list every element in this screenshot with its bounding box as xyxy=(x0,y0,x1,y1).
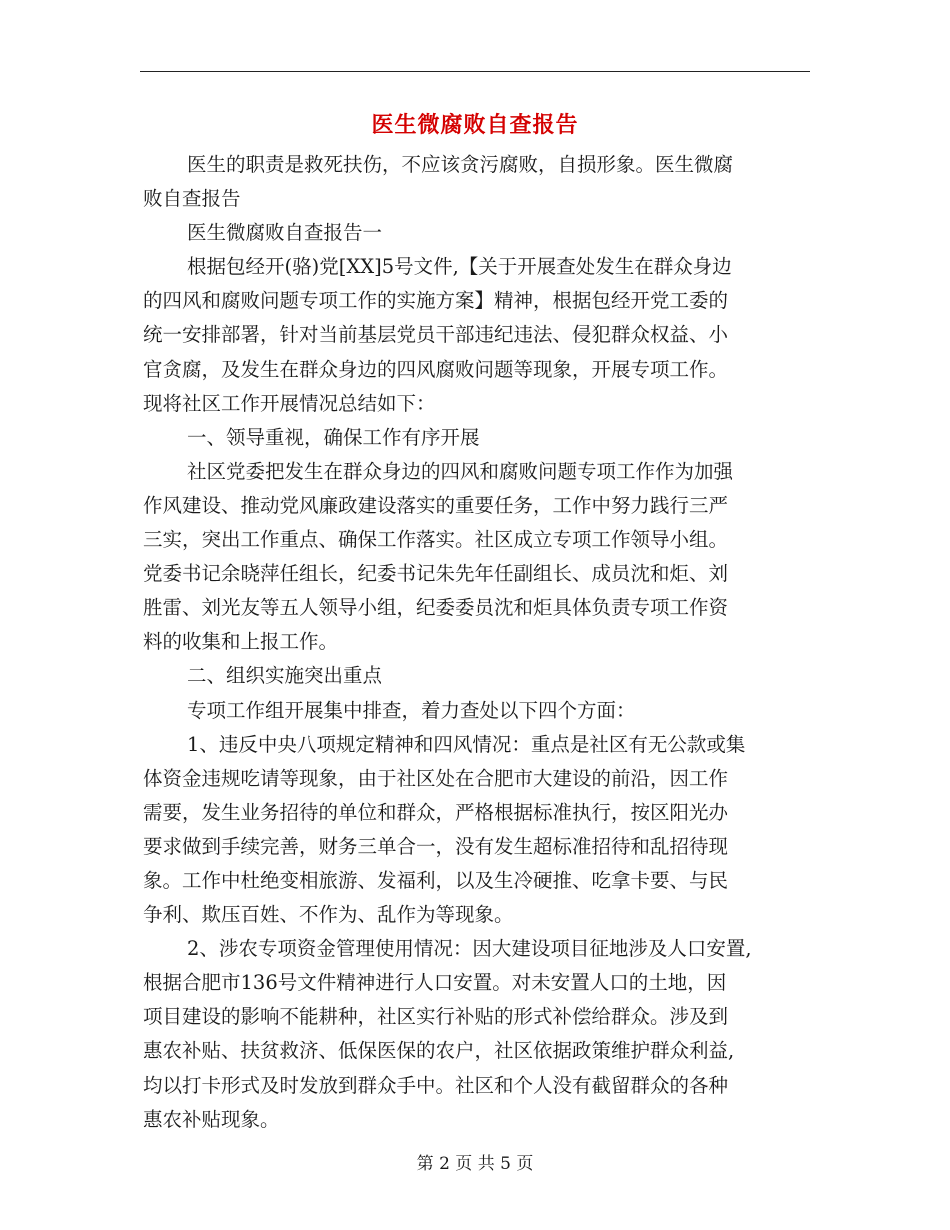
text-line: 现将社区工作开展情况总结如下： xyxy=(143,391,436,415)
text-line: 均以打卡形式及时发放到群众手中。社区和个人没有截留群众的各种 xyxy=(143,1073,729,1097)
text-line: 专项工作组开展集中排查，着力查处以下四个方面： xyxy=(187,698,636,722)
text-line: 医生的职责是救死扶伤，不应该贪污腐败，自损形象。医生微腐 xyxy=(187,153,734,176)
text-line: 根据合肥市136号文件精神进行人口安置。对未安置人口的土地，因 xyxy=(143,971,727,995)
page-number: 第 2 页 共 5 页 xyxy=(416,1154,534,1174)
document-title: 医生微腐败自查报告 xyxy=(371,112,579,138)
text-line: 社区党委把发生在群众身边的四风和腐败问题专项工作作为加强 xyxy=(187,459,734,483)
text-line: 1、违反中央八项规定精神和四风情况：重点是社区有无公款或集 xyxy=(187,732,746,756)
text-line: 二、组织实施突出重点 xyxy=(187,664,383,688)
text-line: 2、涉农专项资金管理使用情况：因大建设项目征地涉及人口安置, xyxy=(187,937,752,961)
text-line: 要求做到手续完善，财务三单合一，没有发生超标准招待和乱招待现 xyxy=(143,834,729,858)
text-line: 惠农补贴现象。 xyxy=(143,1107,280,1131)
text-line: 党委书记余晓萍任组长，纪委书记朱先年任副组长、成员沈和炬、刘 xyxy=(143,562,729,586)
header-rule xyxy=(140,71,810,72)
text-line: 的四风和腐败问题专项工作的实施方案】精神，根据包经开党工委的 xyxy=(143,289,729,313)
text-line: 料的收集和上报工作。 xyxy=(143,630,339,654)
text-line: 败自查报告 xyxy=(143,187,241,211)
text-line: 根据包经开(骆)党[XX]5号文件,【关于开展查处发生在群众身边 xyxy=(187,255,732,279)
text-line: 需要，发生业务招待的单位和群众，严格根据标准执行，按区阳光办 xyxy=(143,800,729,824)
text-line: 争利、欺压百姓、不作为、乱作为等现象。 xyxy=(143,903,514,927)
text-line: 胜雷、刘光友等五人领导小组，纪委委员沈和炬具体负责专项工作资 xyxy=(143,596,729,620)
text-line: 作风建设、推动党风廉政建设落实的重要任务，工作中努力践行三严 xyxy=(143,493,729,517)
text-line: 惠农补贴、扶贫救济、低保医保的农户，社区依据政策维护群众利益, xyxy=(143,1039,735,1063)
text-line: 医生微腐败自查报告一 xyxy=(187,221,383,245)
text-line: 一、领导重视，确保工作有序开展 xyxy=(187,425,480,449)
text-line: 三实，突出工作重点、确保工作落实。社区成立专项工作领导小组。 xyxy=(143,528,729,552)
text-line: 项目建设的影响不能耕种，社区实行补贴的形式补偿给群众。涉及到 xyxy=(143,1005,729,1029)
document-body xyxy=(143,148,823,1137)
text-line: 官贪腐，及发生在群众身边的四风腐败问题等现象，开展专项工作。 xyxy=(143,357,729,381)
text-line: 象。工作中杜绝变相旅游、发福利，以及生冷硬推、吃拿卡要、与民 xyxy=(143,868,729,892)
text-line: 统一安排部署，针对当前基层党员干部违纪违法、侵犯群众权益、小 xyxy=(143,323,729,347)
text-line: 体资金违规吃请等现象，由于社区处在合肥市大建设的前沿，因工作 xyxy=(143,766,729,790)
